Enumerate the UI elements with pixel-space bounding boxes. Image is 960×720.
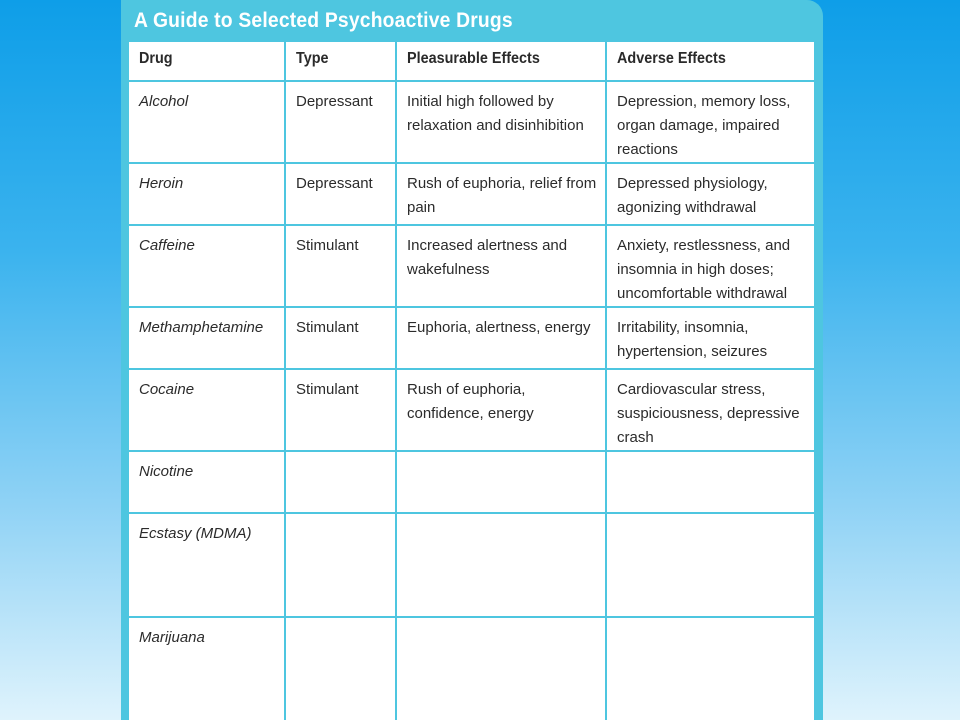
header-row bbox=[128, 41, 815, 81]
table-row bbox=[128, 163, 815, 225]
drug-cell: Alcohol bbox=[128, 81, 285, 163]
drug-cell: Methamphetamine bbox=[128, 307, 285, 369]
adverse-effects-cell: Depressed physiology, agonizing withdrawal bbox=[606, 163, 815, 225]
content-panel bbox=[121, 0, 823, 720]
type-cell: Stimulant bbox=[285, 225, 396, 307]
type-cell: Stimulant bbox=[285, 307, 396, 369]
table-row bbox=[128, 617, 815, 720]
type-cell bbox=[285, 617, 396, 720]
table-row bbox=[128, 81, 815, 163]
adverse-effects-cell bbox=[606, 451, 815, 513]
pleasurable-effects-cell bbox=[396, 617, 606, 720]
pleasurable-effects-cell: Euphoria, alertness, energy bbox=[396, 307, 606, 369]
type-cell: Depressant bbox=[285, 81, 396, 163]
pleasurable-effects-cell: Increased alertness and wakefulness bbox=[396, 225, 606, 307]
table-title: A Guide to Selected Psychoactive Drugs bbox=[134, 9, 513, 32]
drug-cell: Caffeine bbox=[128, 225, 285, 307]
table-row bbox=[128, 451, 815, 513]
adverse-effects-cell: Anxiety, restlessness, and insomnia in high doses; uncomfortable withdrawal bbox=[606, 225, 815, 307]
pleasurable-effects-cell: Initial high followed by relaxation and disinhibition bbox=[396, 81, 606, 163]
column-header-adverse-effects: Adverse Effects bbox=[606, 41, 815, 81]
type-cell bbox=[285, 451, 396, 513]
drug-cell: Ecstasy (MDMA) bbox=[128, 513, 285, 617]
table-row bbox=[128, 513, 815, 617]
drug-cell: Heroin bbox=[128, 163, 285, 225]
type-cell: Depressant bbox=[285, 163, 396, 225]
drug-cell: Cocaine bbox=[128, 369, 285, 451]
drug-guide-table bbox=[127, 40, 816, 720]
table-row bbox=[128, 225, 815, 307]
table-row bbox=[128, 369, 815, 451]
adverse-effects-cell bbox=[606, 617, 815, 720]
type-cell: Stimulant bbox=[285, 369, 396, 451]
adverse-effects-cell bbox=[606, 513, 815, 617]
adverse-effects-cell: Depression, memory loss, organ damage, impaired reactions bbox=[606, 81, 815, 163]
drug-cell: Nicotine bbox=[128, 451, 285, 513]
column-header-drug: Drug bbox=[128, 41, 285, 81]
table-row bbox=[128, 307, 815, 369]
column-header-pleasurable-effects: Pleasurable Effects bbox=[396, 41, 606, 81]
pleasurable-effects-cell bbox=[396, 513, 606, 617]
type-cell bbox=[285, 513, 396, 617]
pleasurable-effects-cell bbox=[396, 451, 606, 513]
adverse-effects-cell: Irritability, insomnia, hypertension, seizures bbox=[606, 307, 815, 369]
pleasurable-effects-cell: Rush of euphoria, confidence, energy bbox=[396, 369, 606, 451]
drug-cell: Marijuana bbox=[128, 617, 285, 720]
pleasurable-effects-cell: Rush of euphoria, relief from pain bbox=[396, 163, 606, 225]
adverse-effects-cell: Cardiovascular stress, suspiciousness, depressive crash bbox=[606, 369, 815, 451]
column-header-type: Type bbox=[285, 41, 396, 81]
